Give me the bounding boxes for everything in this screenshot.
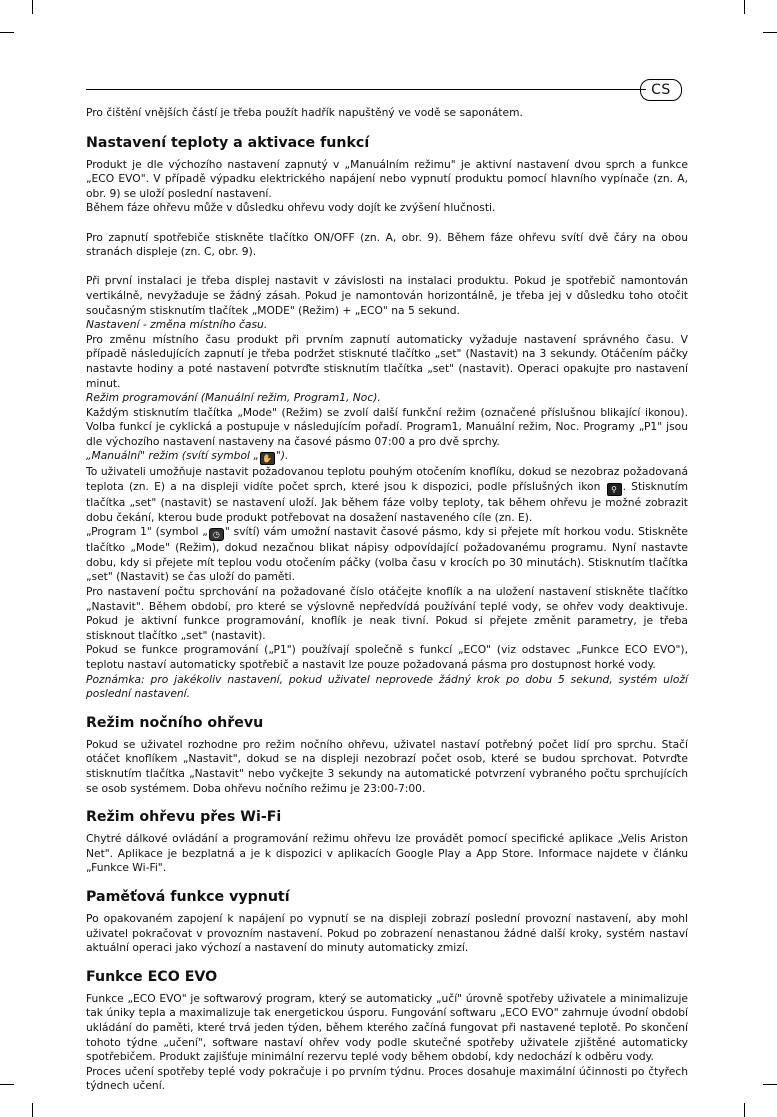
crop-mark xyxy=(744,0,745,14)
paragraph: Produkt je dle výchozího nastavení zapnutý v „Manuálním režimu" je aktivní nastavení dvou sprch a funkce „ECO EVO". V případě výpadku elektrického napájení nebo vypnutí produktu pomocí hlavního vypínače (zn. A, obr. 9) se uloží poslední nastavení. xyxy=(86,157,688,200)
section-title-wifi: Režim ohřevu přes Wi-Fi xyxy=(86,809,282,826)
paragraph: Pro zapnutí spotřebiče stiskněte tlačítko ON/OFF (zn. A, obr. 9). Během fáze ohřevu svítí dvě čáry na obou stranách displeje (zn. C, obr. 9). xyxy=(86,230,688,259)
paragraph: Pokud se uživatel rozhodne pro režim nočního ohřevu, uživatel nastaví potřebný počet lidí pro sprchu. Stačí otáčet knoflíkem „Nastavit", dokud se na displeji nezobrazí počet osob, které se budou sprchovat. Potvrďte stisknutím tlačítka „Nastavit" nebo vyčkejte 3 sekundy na automatické potvrzení vybraného počtu sprchujících se osob systémem. Doba ohřevu nočního režimu je 23:00-7:00. xyxy=(86,737,688,795)
crop-mark xyxy=(0,32,14,33)
section-title-night: Režim nočního ohřevu xyxy=(86,714,264,731)
section-title-memory: Paměťová funkce vypnutí xyxy=(86,888,290,905)
subheading-programming: Režim programování (Manuální režim, Program1, Noc). xyxy=(86,391,381,405)
subheading-local-time: Nastavení - změna místního času. xyxy=(86,318,268,332)
paragraph: Během fáze ohřevu může v důsledku ohřevu vody dojít ke zvýšení hlučnosti. xyxy=(86,201,496,215)
hand-icon: ✋ xyxy=(260,452,275,465)
crop-mark xyxy=(0,1084,14,1085)
language-badge: CS xyxy=(640,79,682,101)
paragraph: Každým stisknutím tlačítka „Mode" (Režim) se zvolí další funkční režim (označené příslušnou blikající ikonou). Volba funkcí je cyklická a postupuje v následujícím pořadí. Program1, Manuální režim, Noc. Programy „P1" jsou dle výchozího nastavení nastaveny na časové pásmo 07:00 a pro dvě sprchy. xyxy=(86,405,688,448)
subheading-manual-mode: „Manuální" režim (svítí symbol „ ✋ "). xyxy=(86,449,289,464)
paragraph: Pokud se funkce programování („P1") používají společně s funkcí „ECO" (viz odstavec „Funkce ECO EVO"), teplotu nastaví automaticky spotřebič a nastavit lze pouze požadovaná pásma pro dostupnost horké vody. xyxy=(86,643,688,671)
paragraph: Chytré dálkové ovládání a programování režimu ohřevu lze provádět pomocí specifické aplikace „Velis Ariston Net". Aplikace je bezplatná a je k dispozici v aplikacích Google Play a App Store. Informace najdete v článku „Funkce Wi-Fi". xyxy=(86,832,688,875)
paragraph: Funkce „ECO EVO" je softwarový program, který se automaticky „učí" úrovně spotřeby uživatele a minimalizuje tak úniky tepla a maximalizuje tak energetickou úsporu. Fungování softwaru „ECO EVO" zahrnuje úvodní období ukládání do paměti, které trvá jeden týden, během kterého začíná fungovat při nastavené teplotě. Po skončení tohoto týdne „učení", software nastaví ohřev vody podle skutečné spotřeby uživatele zjištěné automaticky spotřebičem. Produkt zajišťuje minimální rezervu teplé vody během období, kdy nedochází k odběru vody. xyxy=(86,991,688,1064)
paragraph: To uživateli umožňuje nastavit požadovanou teplotu pouhým otočením knoflíku, dokud se nezobraz požadovaná teplota (zn. E) a na displeji vidíte počet sprch, které jsou k dispozici, podle příslušných ikon ⚲ . Stisknutím tlačítka „set" (nastavit) se nastavení uloží. Jak během fáze volby teploty, tak během ohřevu je možné zobrazit dobu čekání, kterou bude produkt potřebovat na dosažení nastaveného cíle (zn. E). xyxy=(86,465,688,524)
paragraph: Při první instalaci je třeba displej nastavit v závislosti na instalaci produktu. Pokud je spotřebič namontován vertikálně, nevyžaduje se žádný zásah. Pokud je namontován horizontálně, je třeba jej v důsledku toho otočit současným stisknutím tlačítek „MODE" (Režim) + „ECO" na 5 sekund. xyxy=(86,274,688,317)
section-title-temperature: Nastavení teploty a aktivace funkcí xyxy=(86,134,370,151)
person-icon: ⚲ xyxy=(607,483,622,496)
clock-icon: ◷ xyxy=(209,528,224,541)
crop-mark xyxy=(32,0,33,14)
crop-mark xyxy=(763,1084,777,1085)
paragraph: Pro nastavení počtu sprchování na požadované číslo otáčejte knoflík a na uložení nastavení stiskněte tlačítko „Nastavit". Během období, pro které se výslovně nepředvídá používání teplé vody, se ohřev vody deaktivuje. Pokud je aktivní funkce programování, knoflík je neak tivní. Pokud si přejete změnit parametry, je třeba stisknout tlačítko „set" (nastavit). xyxy=(86,585,688,642)
header-rule xyxy=(86,89,646,90)
crop-mark xyxy=(32,1103,33,1117)
note: Poznámka: pro jakékoliv nastavení, pokud uživatel neprovede žádný krok po dobu 5 sekund, systém uloží poslední nastavení. xyxy=(86,672,688,701)
paragraph: Proces učení spotřeby teplé vody pokračuje i po prvním týdnu. Proces dosahuje maximální účinnosti po čtyřech týdnech učení. xyxy=(86,1064,688,1093)
paragraph: Pro změnu místního času produkt při prvním zapnutí automaticky vyžaduje nastavení správného času. V případě následujících zapnutí je třeba podržet stisknuté tlačítko „set" (Nastavit) na 3 sekundy. Otáčením páčky nastavte hodiny a poté nastavení potvrďte stisknutím tlačítka „set" (nastavit). Operaci opakujte pro nastavení minut. xyxy=(86,332,688,390)
intro-text: Pro čištění vnějších částí je třeba použít hadřík napuštěný ve vodě se saponátem. xyxy=(86,106,523,119)
paragraph: „Program 1" (symbol „ ◷ " svítí) vám umožní nastavit časové pásmo, kdy si přejete mít horkou vodu. Stiskněte tlačítko „Mode" (Režim), dokud nezačnou blikat nápisy odpovídající požadovanému programu. Nyní nastavte dobu, kdy si přejete mít teplou vodu otočením páčky (volba času v krocích po 30 minutách). Stisknutím tlačítka „set" (Nastavit) se čas uloží do paměti. xyxy=(86,525,689,584)
paragraph: Po opakovaném zapojení k napájení po vypnutí se na displeji zobrazí poslední provozní nastavení, aby mohl uživatel pokračovat v provozním nastavení. Pokud po zobrazení nenastanou žádné další kroky, systém nastaví aktuální operaci jako výchozí a nastavení do minuty automaticky zmizí. xyxy=(86,911,688,955)
section-title-eco-evo: Funkce ECO EVO xyxy=(86,968,218,985)
crop-mark xyxy=(763,32,777,33)
crop-mark xyxy=(744,1103,745,1117)
page-content xyxy=(86,106,688,1094)
